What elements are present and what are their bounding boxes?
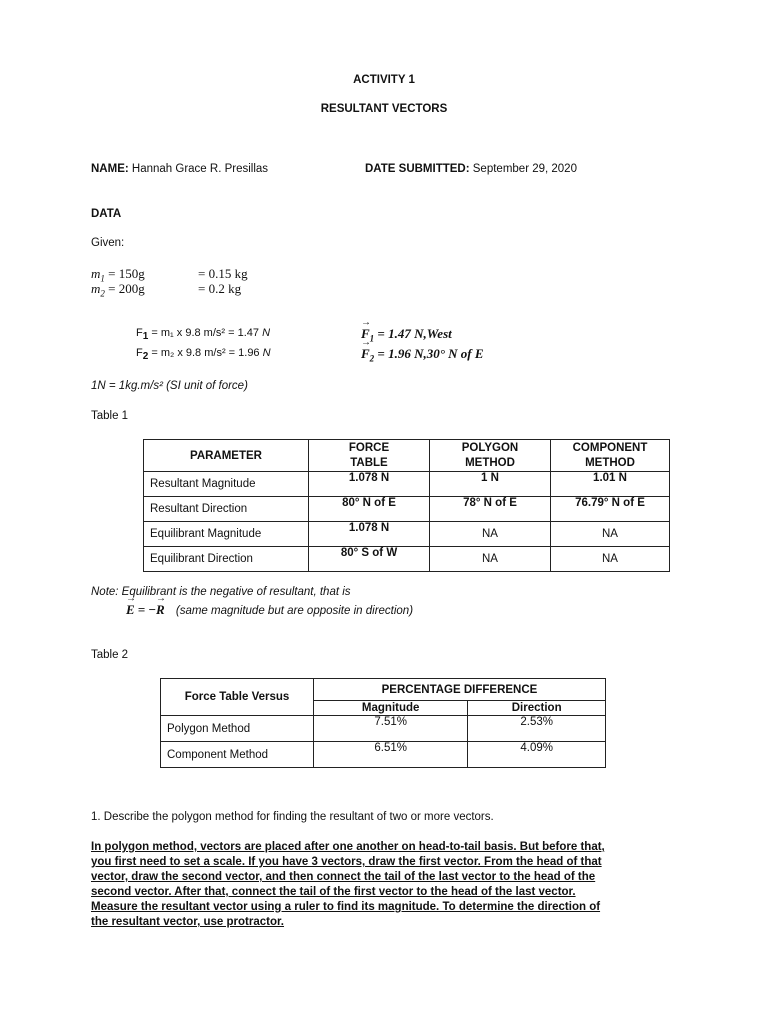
answer-line: In polygon method, vectors are placed after one another on head-to-tail basis. But before that,	[91, 841, 605, 853]
table2-group-header: PERCENTAGE DIFFERENCE	[314, 679, 606, 701]
table2-cell: 2.53%	[468, 716, 606, 742]
table1-cell: NA	[551, 522, 670, 547]
table-row	[144, 497, 670, 522]
force2-calculation: $F_2 = m_2$ x 9.8 m/s² = 1.96 N	[136, 347, 271, 363]
force1-vector: → $F_1 = 1.47$ N,West	[361, 326, 452, 344]
mass2-equation: $m_2 = 200g$	[91, 281, 145, 299]
table2-header-magnitude: Magnitude	[314, 701, 468, 716]
table2-cell: 6.51%	[314, 742, 468, 768]
table1-header-row	[144, 440, 670, 472]
table1-header-force-table: FORCE TABLE	[309, 440, 430, 472]
force2-vector: → $F_2 = 1.96$ N,30° N of E	[361, 346, 484, 364]
table-row	[161, 716, 606, 742]
table2-cell: Polygon Method	[161, 716, 314, 742]
table2	[160, 678, 606, 768]
mass1-conversion: = 0.15 kg	[198, 266, 248, 281]
answer-line: vector, draw the second vector, and then connect the tail of the last vector to the head of the	[91, 871, 596, 883]
question-1-answer	[91, 840, 691, 930]
equilibrant-note: Note: Equilibrant is the negative of resultant, that is	[91, 586, 351, 598]
table-row	[161, 742, 606, 768]
data-heading: DATA	[91, 208, 122, 220]
given-label: Given:	[91, 237, 125, 249]
answer-line: you first need to set a scale. If you have 3 vectors, draw the first vector. From the head of that	[91, 856, 602, 868]
name-value: Hannah Grace R. Presillas	[131, 163, 269, 175]
date-line	[365, 163, 577, 175]
table1-cell: NA	[430, 547, 551, 572]
table1-header-component: COMPONENT METHOD	[551, 440, 670, 472]
table-row	[144, 547, 670, 572]
equilibrant-equation: → E = −→ R (same magnitude but are opposite in direction)	[126, 602, 413, 618]
table1-cell: 80° S of W	[309, 547, 430, 572]
table1-cell: Equilibrant Magnitude	[144, 522, 309, 547]
name-line	[91, 163, 268, 175]
table2-caption: Table 2	[91, 649, 129, 661]
document-title: RESULTANT VECTORS	[320, 103, 448, 115]
table1-header-parameter: PARAMETER	[144, 440, 309, 472]
table1-cell: 1.01 N	[551, 472, 670, 497]
answer-line: second vector. After that, connect the tail of the first vector to the head of the last vector.	[91, 886, 576, 898]
question-1: 1. Describe the polygon method for finding the resultant of two or more vectors.	[91, 811, 494, 823]
answer-line: the resultant vector, use protractor.	[91, 916, 285, 928]
table1-cell: NA	[551, 547, 670, 572]
table1-cell: Resultant Magnitude	[144, 472, 309, 497]
answer-line: Measure the resultant vector using a ruler to find its magnitude. To determine the direction of	[91, 901, 601, 913]
table2-cell: 7.51%	[314, 716, 468, 742]
table1-cell: 1 N	[430, 472, 551, 497]
table-row	[144, 472, 670, 497]
table2-group-header-row	[161, 679, 606, 701]
table2-cell: Component Method	[161, 742, 314, 768]
si-unit-note: 1N = 1kg.m/s² (SI unit of force)	[91, 380, 248, 392]
table1	[143, 439, 670, 572]
table1-cell: 78° N of E	[430, 497, 551, 522]
force1-calculation: $F_1 = m_1$ x 9.8 m/s² = 1.47 N	[136, 327, 271, 343]
date-value: September 29, 2020	[472, 163, 577, 175]
table1-cell: 1.078 N	[309, 522, 430, 547]
activity-label: ACTIVITY 1	[353, 74, 415, 86]
name-label: NAME:	[91, 163, 129, 175]
table1-cell: 76.79° N of E	[551, 497, 670, 522]
table1-caption: Table 1	[91, 410, 129, 422]
table2-corner-header: Force Table Versus	[161, 679, 314, 716]
table-row	[144, 522, 670, 547]
table2-header-direction: Direction	[468, 701, 606, 716]
table1-cell: Equilibrant Direction	[144, 547, 309, 572]
table1-header-polygon: POLYGON METHOD	[430, 440, 551, 472]
mass1-equation: $m_1 = 150g$	[91, 266, 145, 284]
table1-cell: Resultant Direction	[144, 497, 309, 522]
table1-cell: 1.078 N	[309, 472, 430, 497]
table1-cell: 80° N of E	[309, 497, 430, 522]
table2-cell: 4.09%	[468, 742, 606, 768]
mass2-conversion: = 0.2 kg	[198, 281, 242, 296]
date-label: DATE SUBMITTED:	[365, 163, 470, 175]
table1-cell: NA	[430, 522, 551, 547]
